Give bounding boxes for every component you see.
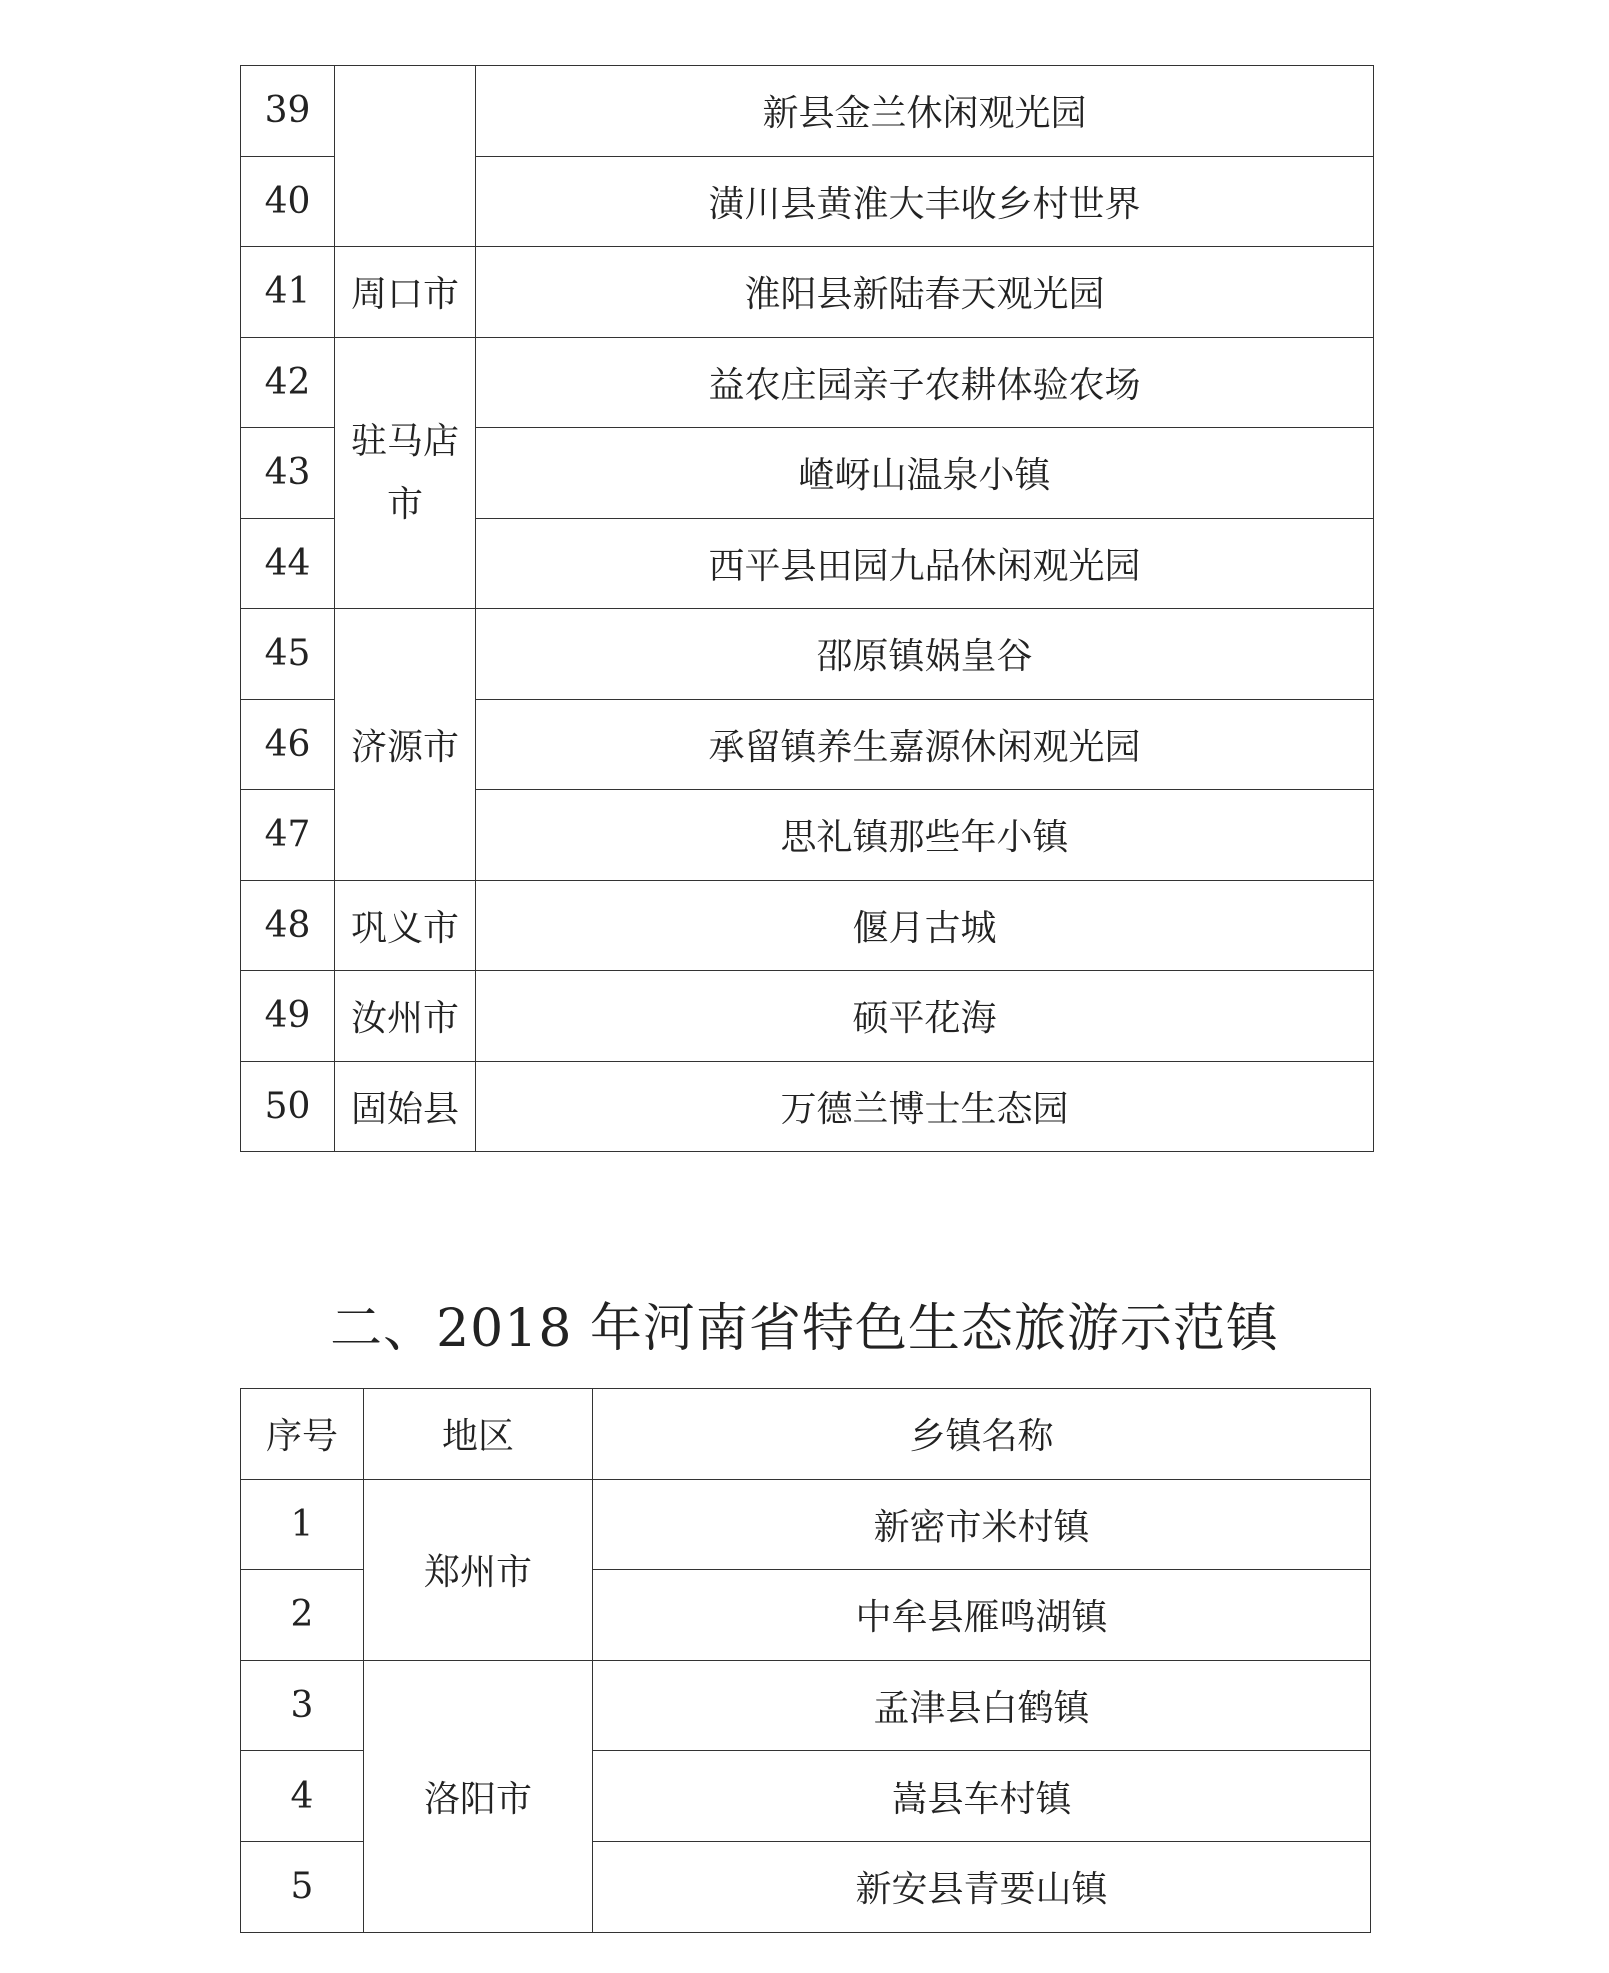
site-name: 潢川县黄淮大丰收乡村世界 — [476, 156, 1374, 247]
row-number: 4 — [241, 1751, 364, 1842]
row-number: 46 — [241, 699, 335, 790]
table-row — [241, 66, 1374, 157]
region-cell: 洛阳市 — [364, 1660, 593, 1932]
region-label-line: 市 — [386, 483, 423, 525]
row-number: 44 — [241, 518, 335, 609]
row-number: 2 — [241, 1570, 364, 1661]
site-name: 硕平花海 — [476, 971, 1374, 1062]
eco-town-table — [240, 1388, 1371, 1933]
row-number: 1 — [241, 1479, 364, 1570]
site-name: 新县金兰休闲观光园 — [476, 66, 1374, 157]
table-row — [241, 337, 1374, 428]
table-row — [241, 880, 1374, 971]
town-name: 中牟县雁鸣湖镇 — [593, 1570, 1371, 1661]
row-number: 43 — [241, 428, 335, 519]
region-cell: 济源市 — [335, 609, 476, 881]
town-name: 孟津县白鹤镇 — [593, 1660, 1371, 1751]
row-number: 50 — [241, 1061, 335, 1152]
column-header-number: 序号 — [241, 1389, 364, 1480]
table-row — [241, 247, 1374, 338]
region-cell-empty — [335, 66, 476, 247]
site-name: 益农庄园亲子农耕体验农场 — [476, 337, 1374, 428]
section-title: 二、2018 年河南省特色生态旅游示范镇 — [330, 1299, 1279, 1359]
site-name: 嵖岈山温泉小镇 — [476, 428, 1374, 519]
row-number: 41 — [241, 247, 335, 338]
row-number: 39 — [241, 66, 335, 157]
table-header-row — [241, 1389, 1371, 1480]
site-name: 西平县田园九品休闲观光园 — [476, 518, 1374, 609]
region-cell: 巩义市 — [335, 880, 476, 971]
region-cell: 郑州市 — [364, 1479, 593, 1660]
row-number: 40 — [241, 156, 335, 247]
agri-tourism-table — [240, 65, 1374, 1152]
region-cell — [335, 337, 476, 609]
site-name: 邵原镇娲皇谷 — [476, 609, 1374, 700]
row-number: 48 — [241, 880, 335, 971]
row-number: 42 — [241, 337, 335, 428]
region-cell: 周口市 — [335, 247, 476, 338]
row-number: 5 — [241, 1841, 364, 1932]
region-cell: 固始县 — [335, 1061, 476, 1152]
site-name: 承留镇养生嘉源休闲观光园 — [476, 699, 1374, 790]
column-header-region: 地区 — [364, 1389, 593, 1480]
site-name: 万德兰博士生态园 — [476, 1061, 1374, 1152]
site-name: 思礼镇那些年小镇 — [476, 790, 1374, 881]
site-name: 偃月古城 — [476, 880, 1374, 971]
town-name: 嵩县车村镇 — [593, 1751, 1371, 1842]
region-cell: 汝州市 — [335, 971, 476, 1062]
region-label-line: 驻马店 — [350, 420, 459, 462]
row-number: 45 — [241, 609, 335, 700]
column-header-town-name: 乡镇名称 — [593, 1389, 1371, 1480]
table-row — [241, 609, 1374, 700]
row-number: 49 — [241, 971, 335, 1062]
table-row — [241, 971, 1374, 1062]
site-name: 淮阳县新陆春天观光园 — [476, 247, 1374, 338]
table-row — [241, 1479, 1371, 1570]
row-number: 47 — [241, 790, 335, 881]
table-row — [241, 1660, 1371, 1751]
row-number: 3 — [241, 1660, 364, 1751]
town-name: 新安县青要山镇 — [593, 1841, 1371, 1932]
table-row — [241, 1061, 1374, 1152]
town-name: 新密市米村镇 — [593, 1479, 1371, 1570]
